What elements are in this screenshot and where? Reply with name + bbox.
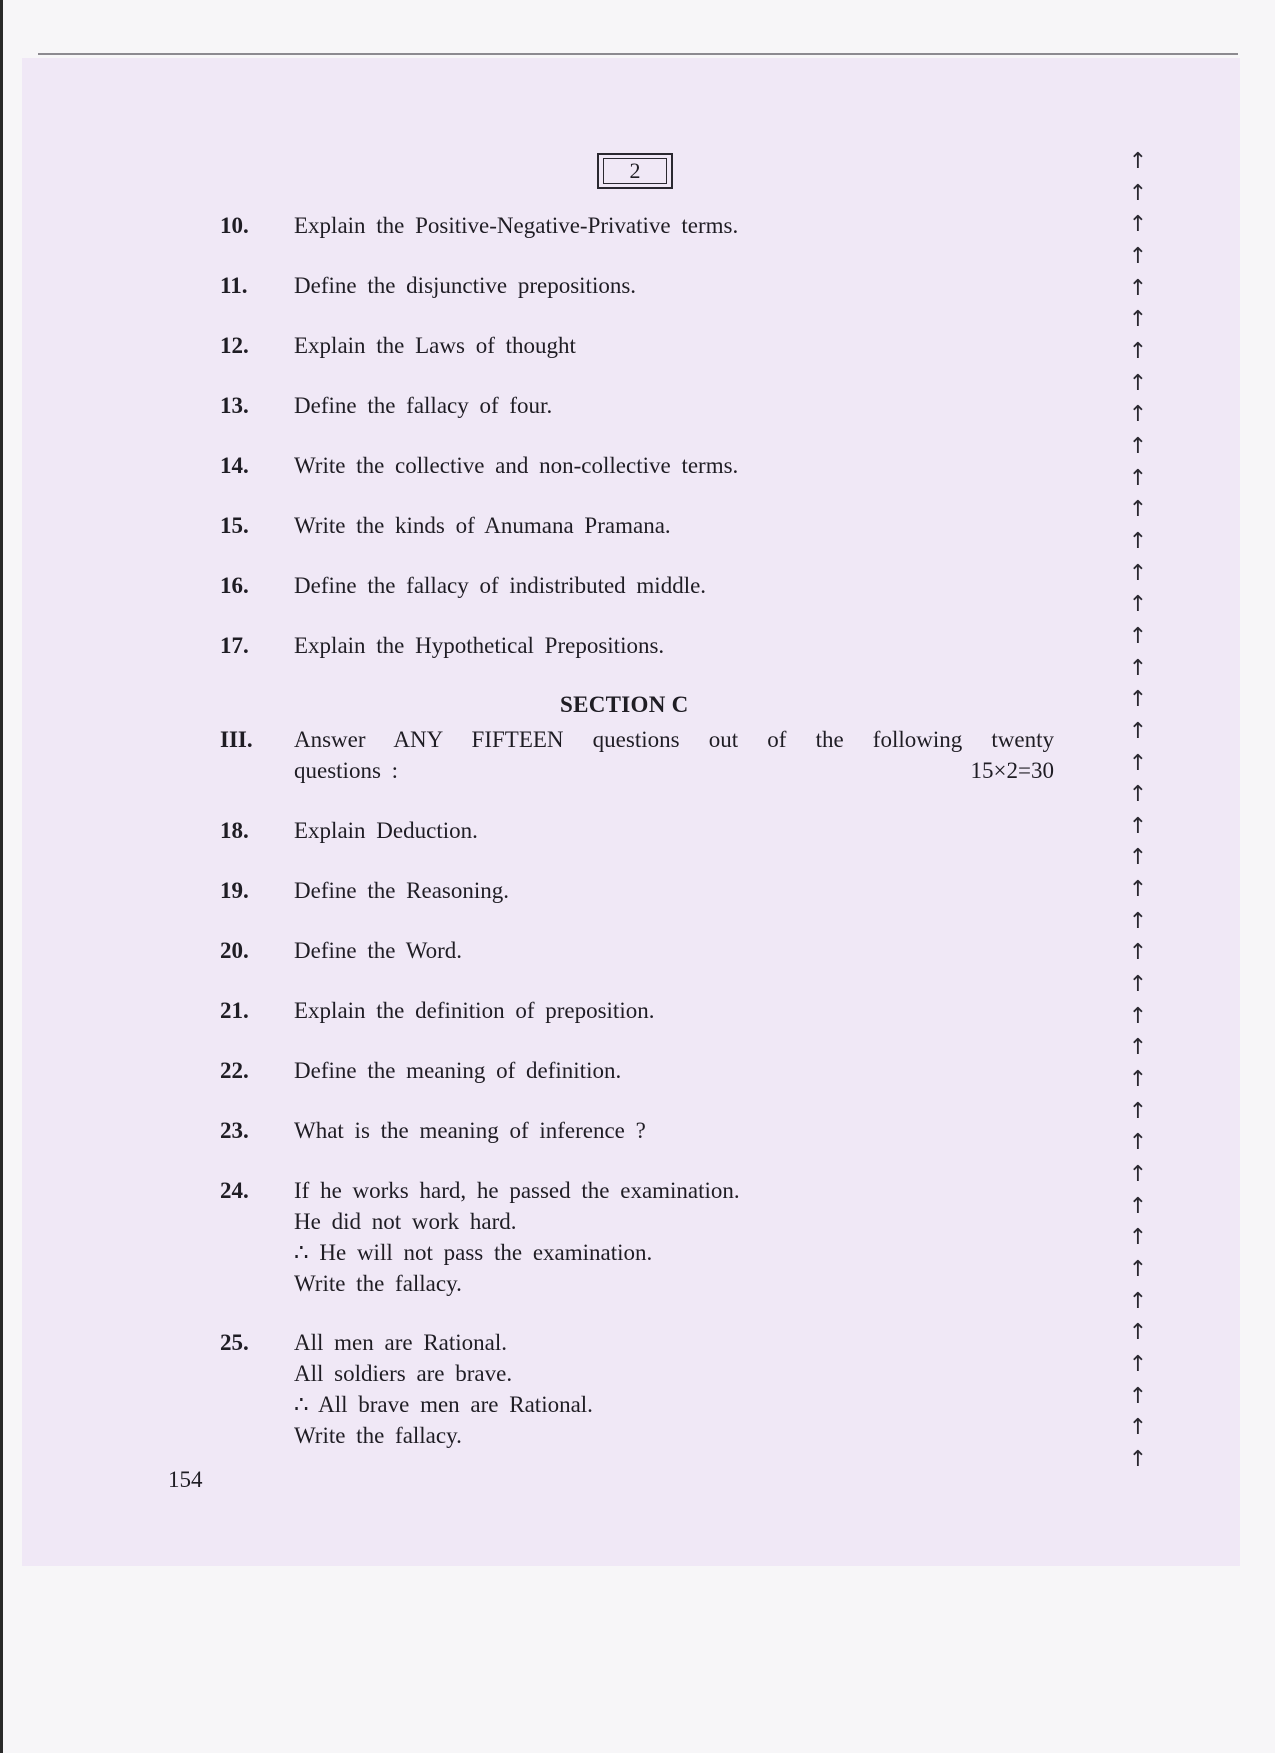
question-text-line: Explain the Laws of thought (294, 333, 576, 358)
question-text-line: Define the fallacy of indistributed middle. (294, 573, 707, 598)
up-arrow-icon: ↑ (1128, 1415, 1148, 1440)
instruction-line-2: questions : (294, 758, 399, 783)
up-arrow-icon: ↑ (1128, 244, 1148, 269)
page-number: 2 (629, 158, 641, 183)
up-arrow-icon: ↑ (1128, 624, 1148, 649)
up-arrow-icon: ↑ (1128, 1447, 1148, 1472)
question-number: 16. (220, 573, 249, 598)
up-arrow-icon: ↑ (1128, 877, 1148, 902)
section-heading: SECTION C (560, 692, 689, 717)
question-text (294, 995, 654, 1026)
up-arrow-icon: ↑ (1128, 814, 1148, 839)
question-text-line: Write the fallacy. (294, 1423, 462, 1448)
up-arrow-icon: ↑ (1128, 434, 1148, 459)
up-arrow-icon: ↑ (1128, 1257, 1148, 1282)
question-text (294, 510, 671, 541)
question-text-line: ∴ All brave men are Rational. (294, 1392, 593, 1417)
question-number: 24. (220, 1178, 249, 1203)
up-arrow-icon: ↑ (1128, 371, 1148, 396)
up-arrow-icon: ↑ (1128, 940, 1148, 965)
up-arrow-icon: ↑ (1128, 1320, 1148, 1345)
question-text-line: If he works hard, he passed the examination. (294, 1178, 740, 1203)
up-arrow-icon: ↑ (1128, 497, 1148, 522)
question-number: 13. (220, 393, 249, 418)
question-text-line: Write the fallacy. (294, 1271, 462, 1296)
question-text-line: All soldiers are brave. (294, 1361, 513, 1386)
section-roman-number: III. (220, 727, 253, 752)
up-arrow-icon: ↑ (1128, 751, 1148, 776)
question-text-line: All men are Rational. (294, 1330, 507, 1355)
question-text-line: He did not work hard. (294, 1209, 517, 1234)
question-text-line: ∴ He will not pass the examination. (294, 1240, 653, 1265)
section-marks: 15×2=30 (970, 758, 1054, 783)
up-arrow-icon: ↑ (1128, 149, 1148, 174)
question-number: 23. (220, 1118, 249, 1143)
up-arrow-icon: ↑ (1128, 181, 1148, 206)
up-arrow-icon: ↑ (1128, 1162, 1148, 1187)
question-number: 17. (220, 633, 249, 658)
question-text (294, 875, 509, 906)
question-text (294, 935, 462, 966)
up-arrow-icon: ↑ (1128, 529, 1148, 554)
question-text (294, 270, 636, 301)
up-arrow-icon: ↑ (1128, 1289, 1148, 1314)
question-text (294, 390, 552, 421)
question-number: 10. (220, 213, 249, 238)
up-arrow-icon: ↑ (1128, 1225, 1148, 1250)
question-text (294, 630, 664, 661)
up-arrow-icon: ↑ (1128, 592, 1148, 617)
question-number: 25. (220, 1330, 249, 1355)
question-text (294, 330, 576, 361)
up-arrow-icon: ↑ (1128, 1130, 1148, 1155)
up-arrow-icon: ↑ (1128, 1067, 1148, 1092)
up-arrow-icon: ↑ (1128, 1194, 1148, 1219)
question-text-line: Define the meaning of definition. (294, 1058, 622, 1083)
up-arrow-icon: ↑ (1128, 276, 1148, 301)
instruction-line-1: Answer ANY FIFTEEN questions out of the following twenty (294, 727, 1054, 752)
question-number: 18. (220, 818, 249, 843)
question-text-line: Explain the Positive-Negative-Privative terms. (294, 213, 739, 238)
up-arrow-icon: ↑ (1128, 402, 1148, 427)
question-number: 19. (220, 878, 249, 903)
up-arrow-icon: ↑ (1128, 339, 1148, 364)
question-text-line: Define the Word. (294, 938, 463, 963)
up-arrow-icon: ↑ (1128, 687, 1148, 712)
question-text (294, 450, 738, 481)
question-text-line: Define the disjunctive prepositions. (294, 273, 637, 298)
question-number: 14. (220, 453, 249, 478)
question-number: 12. (220, 333, 249, 358)
up-arrow-icon: ↑ (1128, 656, 1148, 681)
up-arrow-icon: ↑ (1128, 719, 1148, 744)
question-number: 21. (220, 998, 249, 1023)
question-text-line: Explain Deduction. (294, 818, 478, 843)
question-number: 11. (220, 273, 248, 298)
up-arrow-icon: ↑ (1128, 845, 1148, 870)
up-arrow-icon: ↑ (1128, 909, 1148, 934)
up-arrow-icon: ↑ (1128, 561, 1148, 586)
up-arrow-icon: ↑ (1128, 212, 1148, 237)
scan-edge (0, 0, 3, 1753)
up-arrow-icon: ↑ (1128, 1004, 1148, 1029)
up-arrow-icon: ↑ (1128, 972, 1148, 997)
page-number-box (597, 153, 673, 189)
question-text-line: Explain the Hypothetical Prepositions. (294, 633, 665, 658)
question-text-line: Write the collective and non-collective terms. (294, 453, 739, 478)
question-text (294, 1055, 621, 1086)
question-number: 22. (220, 1058, 249, 1083)
question-text (294, 815, 478, 846)
question-text (294, 210, 738, 241)
question-text (294, 570, 706, 601)
up-arrow-icon: ↑ (1128, 466, 1148, 491)
question-text-line: Define the Reasoning. (294, 878, 510, 903)
question-text (294, 1115, 646, 1146)
question-text-line: Write the kinds of Anumana Pramana. (294, 513, 671, 538)
up-arrow-icon: ↑ (1128, 782, 1148, 807)
up-arrow-icon: ↑ (1128, 1352, 1148, 1377)
footer-code: 154 (168, 1467, 203, 1492)
question-text-line: Explain the definition of preposition. (294, 998, 655, 1023)
top-rule (38, 53, 1238, 55)
up-arrow-icon: ↑ (1128, 307, 1148, 332)
question-number: 15. (220, 513, 249, 538)
question-text (294, 1327, 593, 1451)
question-text (294, 1175, 740, 1299)
up-arrow-icon: ↑ (1128, 1035, 1148, 1060)
up-arrow-icon: ↑ (1128, 1099, 1148, 1124)
question-text-line: Define the fallacy of four. (294, 393, 553, 418)
question-number: 20. (220, 938, 249, 963)
question-text-line: What is the meaning of inference ? (294, 1118, 646, 1143)
up-arrow-icon: ↑ (1128, 1384, 1148, 1409)
